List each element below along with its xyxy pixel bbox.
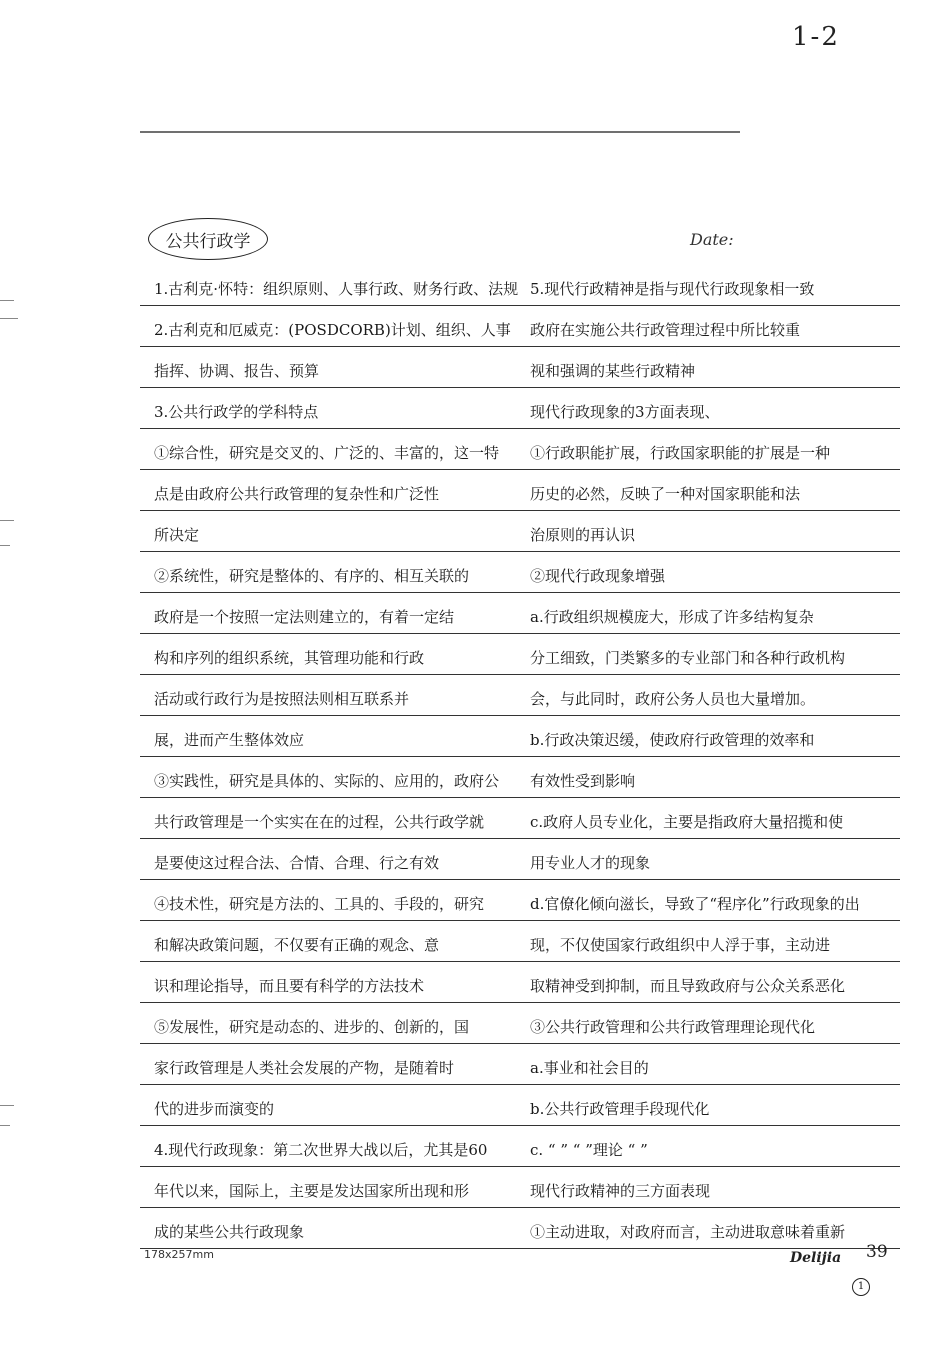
left-column-text: 家行政管理是人类社会发展的产物，是随着时 [154,1059,455,1077]
note-line [140,757,900,798]
left-column-text: ①综合性，研究是交叉的、广泛的、丰富的，这一特 [154,444,500,462]
right-column-text: 有效性受到影响 [530,772,636,790]
paper-size-label: 178x257mm [144,1248,214,1261]
left-column-text: 所决定 [154,526,200,544]
note-line [140,1044,900,1085]
right-column-text: a.行政组织规模庞大，形成了许多结构复杂 [530,608,814,626]
note-line [140,470,900,511]
left-column-text: ④技术性，研究是方法的、工具的、手段的，研究 [154,895,485,913]
left-column-text: 识和理论指导，而且要有科学的方法技术 [154,977,425,995]
left-column-text: 活动或行政行为是按照法则相互联系并 [154,690,410,708]
right-column-text: 历史的必然，反映了一种对国家职能和法 [530,485,801,503]
note-line [140,388,900,429]
right-column-text: d.官僚化倾向滋长，导致了“程序化”行政现象的出 [530,895,860,913]
date-label: Date: [690,230,734,249]
right-column-text: a.事业和社会目的 [530,1059,649,1077]
note-line [140,839,900,880]
right-column-text: 分工细致，门类繁多的专业部门和各种行政机构 [530,649,846,667]
note-line [140,1003,900,1044]
note-line [140,798,900,839]
sheet-number: 39 [866,1242,888,1262]
left-column-text: ⑤发展性，研究是动态的、进步的、创新的，国 [154,1018,470,1036]
notebook-brand-logo: Delijia [790,1250,842,1266]
left-column-text: ③实践性，研究是具体的、实际的、应用的，政府公 [154,772,500,790]
note-line [140,429,900,470]
left-column-text: 年代以来，国际上，主要是发达国家所出现和形 [154,1182,470,1200]
note-line [140,1167,900,1208]
left-column-text: 4.现代行政现象：第二次世界大战以后，尤其是60 [154,1141,488,1159]
note-line [140,675,900,716]
left-column-text: 成的某些公共行政现象 [154,1223,305,1241]
right-column-text: 用专业人才的现象 [530,854,651,872]
left-column-text: 政府是一个按照一定法则建立的，有着一定结 [154,608,455,626]
notes-body [140,265,900,1249]
scan-edge-marks [0,0,30,1345]
left-column-text: 构和序列的组织系统，其管理功能和行政 [154,649,425,667]
right-column-text: 会，与此同时，政府公务人员也大量增加。 [530,690,816,708]
right-column-text: 现代行政现象的3方面表现、 [530,403,720,421]
left-column-text: 是要使这过程合法、合情、合理、行之有效 [154,854,440,872]
right-column-text: ③公共行政管理和公共行政管理理论现代化 [530,1018,816,1036]
note-line [140,1208,900,1249]
right-column-text: ①主动进取，对政府而言，主动进取意味着重新 [530,1223,846,1241]
left-column-text: 和解决政策问题，不仅要有正确的观念、意 [154,936,440,954]
left-column-text: 共行政管理是一个实实在在的过程，公共行政学就 [154,813,485,831]
note-line [140,880,900,921]
right-column-text: 5.现代行政精神是指与现代行政现象相一致 [530,280,815,298]
right-column-text: ①行政职能扩展，行政国家职能的扩展是一种 [530,444,831,462]
right-column-text: c. “ ” “ ”理论 “ ” [530,1141,648,1159]
left-column-text: 点是由政府公共行政管理的复杂性和广泛性 [154,485,440,503]
note-line [140,1126,900,1167]
left-column-text: 1.古利克·怀特：组织原则、人事行政、财务行政、法规 [154,280,519,298]
right-column-text: 取精神受到抑制，而且导致政府与公众关系恶化 [530,977,846,995]
header-rule [140,131,740,133]
note-line [140,552,900,593]
right-column-text: 政府在实施公共行政管理过程中所比较重 [530,321,801,339]
right-column-text: 现，不仅使国家行政组织中人浮于事，主动进 [530,936,831,954]
subject-title: 公共行政学 [148,218,268,260]
note-line [140,716,900,757]
left-column-text: 2.古利克和厄威克：(POSDCORB)计划、组织、人事 [154,321,511,339]
right-column-text: 现代行政精神的三方面表现 [530,1182,711,1200]
right-column-text: b.行政决策迟缓，使政府行政管理的效率和 [530,731,815,749]
circled-mark: 1 [852,1278,870,1296]
right-column-text: c.政府人员专业化，主要是指政府大量招揽和使 [530,813,844,831]
left-column-text: 指挥、协调、报告、预算 [154,362,320,380]
left-column-text: ②系统性，研究是整体的、有序的、相互关联的 [154,567,470,585]
note-line [140,347,900,388]
left-column-text: 展，进而产生整体效应 [154,731,305,749]
note-line [140,306,900,347]
note-line [140,265,900,306]
note-line [140,634,900,675]
right-column-text: 治原则的再认识 [530,526,636,544]
note-line [140,921,900,962]
left-column-text: 3.公共行政学的学科特点 [154,403,319,421]
note-line [140,511,900,552]
right-column-text: ②现代行政现象增强 [530,567,666,585]
right-column-text: 视和强调的某些行政精神 [530,362,696,380]
left-column-text: 代的进步而演变的 [154,1100,275,1118]
note-line [140,593,900,634]
note-line [140,1085,900,1126]
right-column-text: b.公共行政管理手段现代化 [530,1100,710,1118]
page-number: 1-2 [792,22,840,52]
note-line [140,962,900,1003]
